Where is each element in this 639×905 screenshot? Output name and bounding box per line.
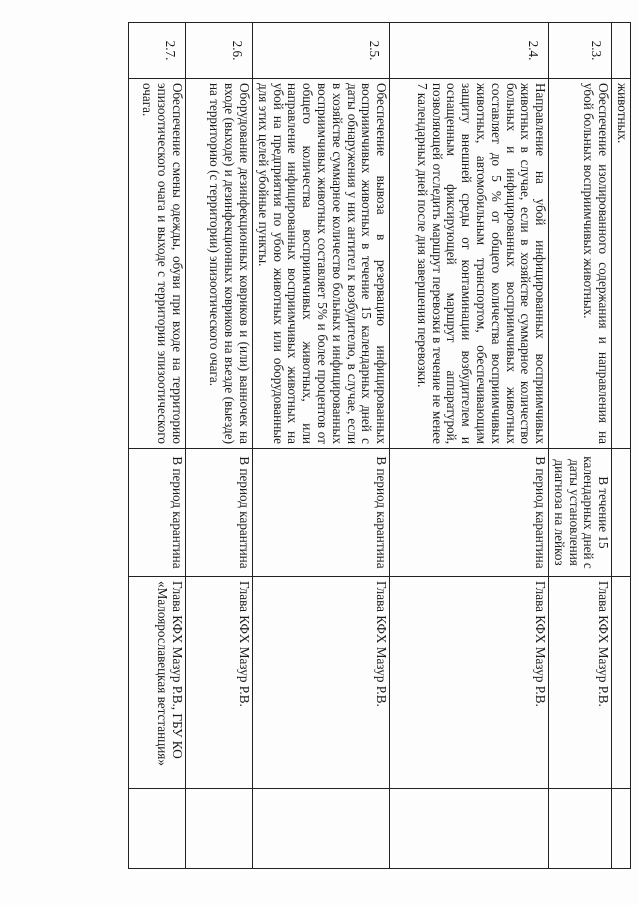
row-extra xyxy=(390,789,549,869)
row-term: В период карантина xyxy=(390,449,549,577)
row-responsible: Глава КФХ Мазур Р.В. xyxy=(390,577,549,789)
row-number: 2.5. xyxy=(253,23,390,79)
row-responsible: Глава КФХ Мазур Р.В. xyxy=(186,577,253,789)
table-cell-extra xyxy=(612,789,631,869)
row-term: В период карантина xyxy=(129,449,186,577)
row-responsible: Глава КФХ Мазур Р.В. xyxy=(549,577,612,789)
row-extra xyxy=(186,789,253,869)
table-row xyxy=(390,23,549,869)
row-measure: Направление на убой инфицированных восприимчивых животных в случае, если в хозяйстве суммарное количество больных и инфицированных восприимчивых животных составляет до 5 % от общего количества восприимчивых животных, автомобильным транспортом, обеспечивающим защиту внешней среды от контаминации возбудителем и оснащенным фиксирующей маршрут аппаратурой, позволяющей отследить маршрут перевозки в течение не менее 7 календарных дней после дня завершения перевозки. xyxy=(390,79,549,449)
quarantine-measures-table xyxy=(128,22,631,869)
table-row xyxy=(549,23,612,869)
row-number: 2.3. xyxy=(549,23,612,79)
row-number: 2.4. xyxy=(390,23,549,79)
row-term: В течение 15 календарных дней с даты установления диагноза на лейкоз xyxy=(549,449,612,577)
row-extra xyxy=(129,789,186,869)
table-row-continuation xyxy=(612,23,631,869)
row-number: 2.7. xyxy=(129,23,186,79)
table-row xyxy=(186,23,253,869)
row-responsible: Глава КФХ Мазур Р.В. xyxy=(253,577,390,789)
table-row xyxy=(253,23,390,869)
row-measure: Оборудование дезинфекционных ковриков и (или) ванночек на входе (выходе) и дезинфекционных ковриков на въезде (выезде) на территорию (с территории) эпизоотического очага. xyxy=(186,79,253,449)
row-responsible: Глава КФХ Мазур Р.В., ГБУ КО «Малоярославецкая ветстанция» xyxy=(129,577,186,789)
row-measure: Обеспечение изолированного содержания и направления на убой больных восприимчивых животных. xyxy=(549,79,612,449)
row-term: В период карантина xyxy=(253,449,390,577)
row-number: 2.6. xyxy=(186,23,253,79)
row-measure: Обеспечение вывоза в резервацию инфицированных восприимчивых животных в течение 15 календарных дней с даты обнаружения у них антител к возбудителю, в случае, если в хозяйстве суммарное количество больных и инфицированных восприимчивых животных составляет 5% и более процентов от общего количества восприимчивых животных, или направление инфицированных восприимчивых животных на убой на предприятия по убою животных или оборудованные для этих целей убойные пункты. xyxy=(253,79,390,449)
row-extra xyxy=(549,789,612,869)
row-term: В период карантина xyxy=(186,449,253,577)
row-measure: Обеспечение смены одежды, обуви при входе на территорию эпизоотического очага и выходе с территории эпизоотического очага. xyxy=(129,79,186,449)
table-cell-continuation-text: животных. xyxy=(612,79,631,449)
table-cell-responsible xyxy=(612,577,631,789)
table-cell-num xyxy=(612,23,631,79)
table-cell-term xyxy=(612,449,631,577)
row-extra xyxy=(253,789,390,869)
table-row xyxy=(129,23,186,869)
